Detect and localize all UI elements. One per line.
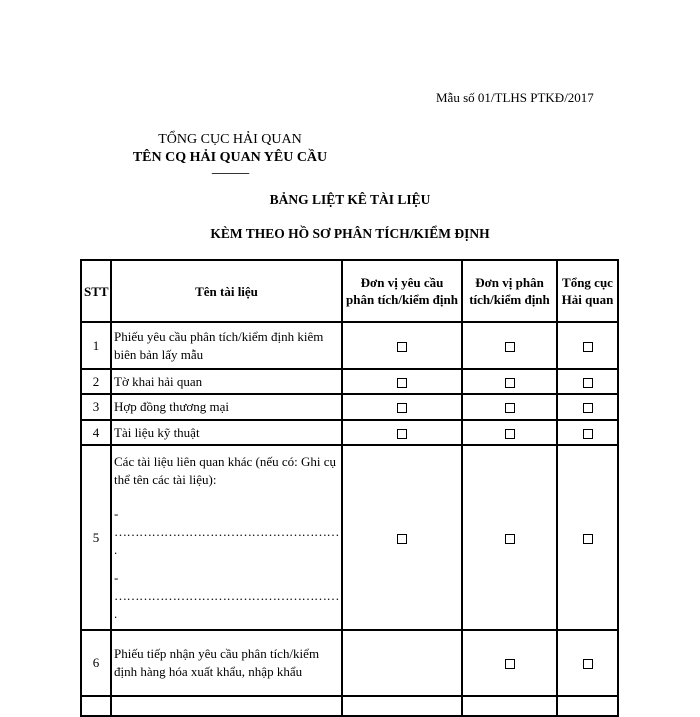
checkbox[interactable] (397, 534, 407, 544)
checkbox[interactable] (397, 342, 407, 352)
checkbox[interactable] (505, 429, 515, 439)
document-name: Hợp đồng thương mại (111, 394, 342, 420)
checkbox[interactable] (583, 534, 593, 544)
row-number: 1 (81, 322, 111, 369)
document-list-table (80, 259, 619, 717)
checkbox[interactable] (505, 403, 515, 413)
table-row (81, 445, 618, 630)
table-row (81, 696, 618, 716)
header-stt: STT (81, 260, 111, 322)
document-name: Tài liệu kỹ thuật (111, 420, 342, 445)
table-row (81, 420, 618, 445)
row-number: 4 (81, 420, 111, 445)
header-general-department: Tổng cục Hải quan (557, 260, 618, 322)
checkbox[interactable] (505, 378, 515, 388)
entry-dots: ……………………………………………… (114, 587, 339, 603)
checkbox[interactable] (505, 534, 515, 544)
entry-dash: - (114, 505, 119, 521)
document-name (111, 445, 342, 630)
row-number: 6 (81, 630, 111, 696)
header-analysis-unit: Đơn vị phân tích/kiểm định (462, 260, 557, 322)
document-name: Phiếu tiếp nhận yêu cầu phân tích/kiểm định hàng hóa xuất khẩu, nhập khẩu (111, 630, 342, 696)
row-number: 5 (81, 445, 111, 630)
table-row (81, 322, 618, 369)
checkbox[interactable] (505, 659, 515, 669)
checkbox[interactable] (397, 378, 407, 388)
agency-requesting: TÊN CQ HẢI QUAN YÊU CẦU (132, 150, 328, 165)
header-requesting-unit: Đơn vị yêu cầu phân tích/kiểm định (342, 260, 462, 322)
checkbox[interactable] (583, 659, 593, 669)
checkbox[interactable] (583, 429, 593, 439)
entry-dot-end: . (114, 541, 118, 557)
row-number: 2 (81, 369, 111, 394)
document-name: Tờ khai hải quan (111, 369, 342, 394)
checkbox[interactable] (583, 378, 593, 388)
row-number: 3 (81, 394, 111, 420)
checkbox[interactable] (397, 429, 407, 439)
entry-dash: - (114, 569, 119, 585)
agency-separator: -------------- (211, 167, 249, 179)
table-header-row (81, 260, 618, 322)
empty-cell (342, 630, 462, 696)
document-name: Phiếu yêu cầu phân tích/kiểm định kiêm biên bản lấy mẫu (111, 322, 342, 369)
checkbox[interactable] (505, 342, 515, 352)
entry-dots: ……………………………………………… (114, 523, 339, 539)
table-row (81, 369, 618, 394)
checkbox[interactable] (583, 403, 593, 413)
document-title: BẢNG LIỆT KÊ TÀI LIỆU (269, 192, 431, 207)
checkbox[interactable] (397, 403, 407, 413)
form-code: Mẫu số 01/TLHS PTKĐ/2017 (436, 90, 594, 105)
other-documents-label: Các tài liệu liên quan khác (nếu có: Ghi cụ thể tên các tài liệu): (114, 453, 337, 487)
agency-parent: TỔNG CỤC HẢI QUAN (158, 132, 302, 147)
table-row (81, 394, 618, 420)
agency-header (85, 131, 375, 179)
entry-dot-end: . (114, 605, 118, 621)
checkbox[interactable] (583, 342, 593, 352)
document-subtitle: KÈM THEO HỒ SƠ PHÂN TÍCH/KIỂM ĐỊNH (210, 226, 490, 241)
table-row (81, 630, 618, 696)
header-document-name: Tên tài liệu (111, 260, 342, 322)
